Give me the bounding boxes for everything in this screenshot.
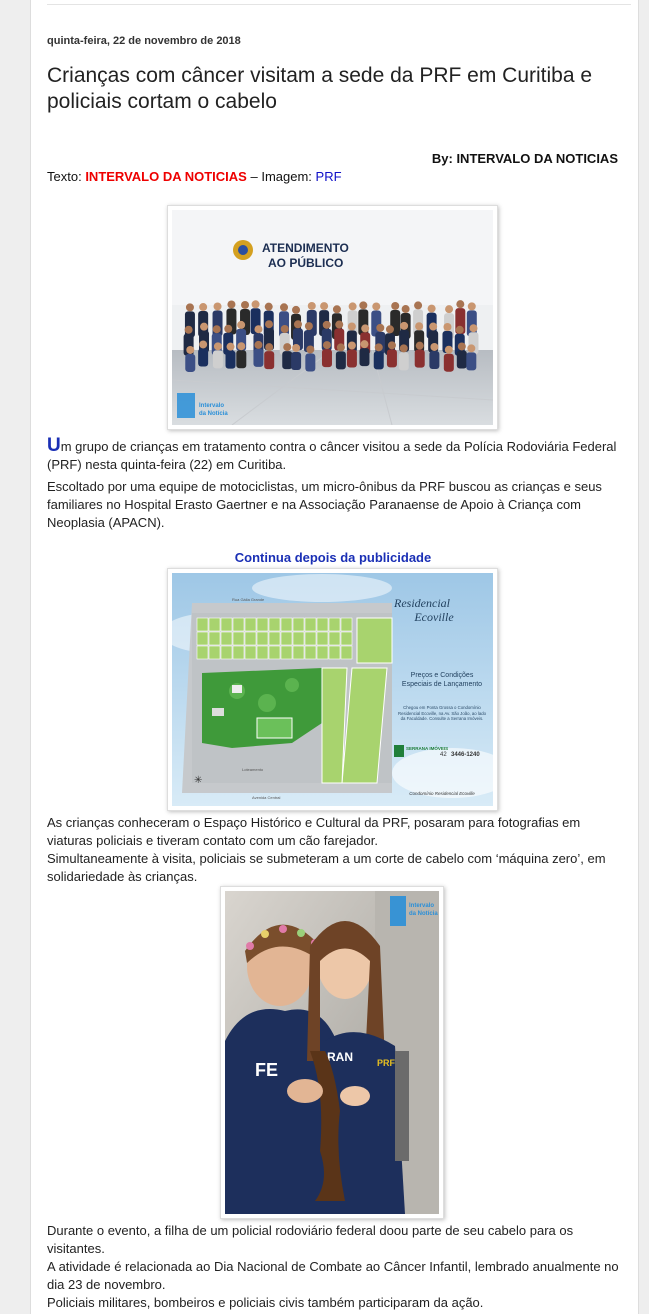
person-body <box>253 349 263 367</box>
person-head <box>224 325 232 333</box>
person-head <box>360 340 368 348</box>
person-body <box>291 352 301 370</box>
map-lot <box>305 646 316 659</box>
person-head <box>415 322 423 330</box>
map-lot <box>233 646 244 659</box>
shirt-text-left: FE <box>255 1060 279 1080</box>
map-lot <box>293 646 304 659</box>
divider <box>47 4 631 5</box>
ad-offer-1: Preços e Condições <box>410 672 474 679</box>
person-body <box>305 353 315 371</box>
person-head <box>294 320 302 328</box>
person-head <box>292 306 300 314</box>
person-head <box>333 305 341 313</box>
ad-banner[interactable] <box>167 568 498 811</box>
person-head <box>254 325 262 333</box>
person-head <box>414 301 422 309</box>
paragraph-2: Escoltado por uma equipe de motociclistas, um micro-ônibus da PRF buscou as crianças e seus familiares no Hospital Erasto Gaertner e na Associação Paranaense de Apoio à Criança com Neoplasia (APACN). <box>47 479 602 530</box>
person-head <box>359 301 367 309</box>
person-head <box>252 300 260 308</box>
ad-banner-image <box>172 573 493 806</box>
person-head <box>186 346 194 354</box>
credit-author: INTERVALO DA NOTICIAS <box>85 169 247 184</box>
sign-line-1: ATENDIMENTO <box>262 241 349 255</box>
byline: By: INTERVALO DA NOTICIAS <box>431 151 618 166</box>
drop-cap: U <box>47 435 61 456</box>
map-lot <box>197 618 208 631</box>
person-head <box>320 302 328 310</box>
person-head <box>214 342 222 350</box>
person-head <box>265 303 273 311</box>
person-head <box>185 326 193 334</box>
person-head <box>283 343 291 351</box>
map-lot <box>281 632 292 645</box>
person-body <box>429 351 439 369</box>
map-lot <box>281 646 292 659</box>
map-lot <box>269 632 280 645</box>
person-head <box>199 340 207 348</box>
paragraph-7: Policiais militares, bombeiros e policiais civis também participaram da ação. <box>47 1295 484 1310</box>
person-body <box>466 352 476 370</box>
svg-text:Rua Gália Grande: Rua Gália Grande <box>232 597 265 602</box>
map-lot <box>257 632 268 645</box>
agency-logo-icon <box>394 745 404 757</box>
person-head <box>456 326 464 334</box>
map-lot <box>293 618 304 631</box>
person-head <box>306 345 314 353</box>
person-body <box>198 348 208 366</box>
person-body <box>457 350 467 368</box>
map-lot <box>305 632 316 645</box>
person-head <box>443 323 451 331</box>
person-head <box>469 324 477 332</box>
map-lot <box>305 618 316 631</box>
person-body <box>374 351 384 369</box>
map-lot <box>269 618 280 631</box>
person-head <box>237 342 245 350</box>
person-head <box>468 302 476 310</box>
map-lot <box>197 632 208 645</box>
map-lot <box>221 618 232 631</box>
ad-brand-2: Ecoville <box>414 610 454 624</box>
map-lot <box>257 618 268 631</box>
map-lot <box>281 618 292 631</box>
compass-icon: ✳ <box>194 775 203 786</box>
map-lot <box>197 646 208 659</box>
group-photo-image <box>172 210 493 425</box>
svg-text:42: 42 <box>440 752 447 758</box>
person-body <box>264 351 274 369</box>
paragraph-1-text: m grupo de crianças em tratamento contra o câncer visitou a sede da Polícia Rodoviária Federal (PRF) nesta quinta-feira (22) em Curitiba. <box>47 439 617 472</box>
person-body <box>185 354 195 372</box>
person-head <box>337 343 345 351</box>
person-head <box>445 305 453 313</box>
person-head <box>305 322 313 330</box>
person-body <box>359 348 369 366</box>
map-lot <box>209 646 220 659</box>
person-head <box>467 344 475 352</box>
person-head <box>429 323 437 331</box>
paragraph-1 <box>47 437 627 474</box>
person-body <box>322 349 332 367</box>
person-head <box>227 300 235 308</box>
map-lot <box>221 632 232 645</box>
svg-text:Condomínio Residencial Ecovill: Condomínio Residencial Ecoville <box>409 791 475 796</box>
paragraph-5: Durante o evento, a filha de um policial rodoviário federal doou parte de seu cabelo para os visitantes. <box>47 1223 574 1256</box>
ad-agency: SERRANA IMÓVEIS <box>406 746 449 751</box>
person-head <box>391 302 399 310</box>
person-head <box>323 341 331 349</box>
person-head <box>323 321 331 329</box>
map-lot <box>317 632 328 645</box>
person-body <box>213 350 223 368</box>
person-body <box>347 350 357 368</box>
person-body <box>415 350 425 368</box>
person-head <box>386 325 394 333</box>
post-title[interactable]: Crianças com câncer visitam a sede da PRF em Curitiba e policiais cortam o cabelo <box>47 64 593 113</box>
map-lot <box>269 646 280 659</box>
person-head <box>430 343 438 351</box>
person-head <box>375 343 383 351</box>
map-lot <box>245 632 256 645</box>
post-container <box>30 0 639 1314</box>
svg-text:Intervalo: Intervalo <box>409 903 435 909</box>
person-head <box>372 302 380 310</box>
svg-text:da Notícia: da Notícia <box>409 911 438 917</box>
map-lot <box>245 618 256 631</box>
person-head <box>349 302 357 310</box>
person-head <box>281 325 289 333</box>
svg-text:Loteamento: Loteamento <box>242 767 264 772</box>
person-head <box>200 323 208 331</box>
map-lot <box>341 618 352 631</box>
map-lot <box>233 632 244 645</box>
person-body <box>399 352 409 370</box>
credit-image-link[interactable]: PRF <box>315 169 342 184</box>
person-head <box>376 324 384 332</box>
paragraph-4: Simultaneamente à visita, policiais se submeteram a um corte de cabelo com ‘máquina zero’, em solidariedade às crianças. <box>47 851 606 884</box>
map-lot <box>329 632 340 645</box>
map-lot <box>209 632 220 645</box>
map-lot <box>245 646 256 659</box>
paragraph-6: A atividade é relacionada ao Dia Nacional de Combate ao Câncer Infantil, lembrado anualmente no dia 23 de novembro. <box>47 1259 619 1292</box>
person-head <box>199 303 207 311</box>
person-head <box>292 344 300 352</box>
watermark-logo-icon <box>177 393 195 418</box>
person-body <box>282 351 292 369</box>
person-head <box>213 325 221 333</box>
ad-offer-2: Especiais de Lançamento <box>401 681 483 688</box>
svg-text:da Notícia: da Notícia <box>199 411 228 417</box>
person-head <box>186 303 194 311</box>
person-head <box>214 302 222 310</box>
person-head <box>348 322 356 330</box>
person-head <box>361 324 369 332</box>
person-head <box>445 346 453 354</box>
svg-text:Intervalo: Intervalo <box>199 403 225 409</box>
person-head <box>237 321 245 329</box>
person-head <box>308 302 316 310</box>
map-lot <box>341 646 352 659</box>
person-head <box>254 341 262 349</box>
map-lot <box>233 618 244 631</box>
map-lot <box>317 618 328 631</box>
map-lot <box>329 646 340 659</box>
person-body <box>236 350 246 368</box>
person-head <box>227 343 235 351</box>
person-head <box>348 342 356 350</box>
person-head <box>265 343 273 351</box>
map-lot <box>257 646 268 659</box>
ad-phone: 3446-1240 <box>451 752 480 758</box>
watermark-logo-icon <box>390 896 406 926</box>
map-lot <box>341 632 352 645</box>
person-head <box>400 322 408 330</box>
credit-text-label: Texto: <box>47 169 82 184</box>
person-head <box>456 300 464 308</box>
ad-info: Chegou em Ponta Grossa o Condomínio Residencial Ecoville, na Av. São João, ao lado da Faculdade. Consulte a Serrana Imóveis. <box>398 705 486 721</box>
svg-text:Avenida Central: Avenida Central <box>252 795 281 800</box>
ad-brand-1: Residencial <box>394 596 450 610</box>
map-lot <box>221 646 232 659</box>
sign-line-2: AO PÚBLICO <box>268 256 344 270</box>
person-head <box>402 305 410 313</box>
person-head <box>280 303 288 311</box>
group-photo[interactable] <box>167 205 498 430</box>
girls-photo-image <box>225 891 439 1214</box>
person-body <box>336 351 346 369</box>
map-lot <box>329 618 340 631</box>
credit-line <box>47 169 342 184</box>
shirt-text-right: PRF <box>377 1058 395 1068</box>
shirt-text-middle: RAN <box>327 1050 353 1064</box>
person-head <box>416 342 424 350</box>
person-head <box>265 320 273 328</box>
girls-photo[interactable] <box>220 886 444 1219</box>
continue-after-ad-label: Continua depois da publicidade <box>234 550 432 565</box>
paragraph-3: As crianças conheceram o Espaço Histórico e Cultural da PRF, posaram para fotografias em viaturas policiais e tiveram contato com um cão farejador. <box>47 815 581 848</box>
person-body <box>444 354 454 372</box>
person-head <box>428 305 436 313</box>
person-body <box>387 349 397 367</box>
person-body <box>226 351 236 369</box>
person-head <box>458 342 466 350</box>
credit-separator: – Imagem: <box>250 169 312 184</box>
map-lot <box>209 618 220 631</box>
person-head <box>388 341 396 349</box>
person-head <box>335 321 343 329</box>
person-head <box>241 301 249 309</box>
map-lot <box>293 632 304 645</box>
map-lot <box>317 646 328 659</box>
person-head <box>400 344 408 352</box>
post-date: quinta-feira, 22 de novembro de 2018 <box>47 35 241 47</box>
